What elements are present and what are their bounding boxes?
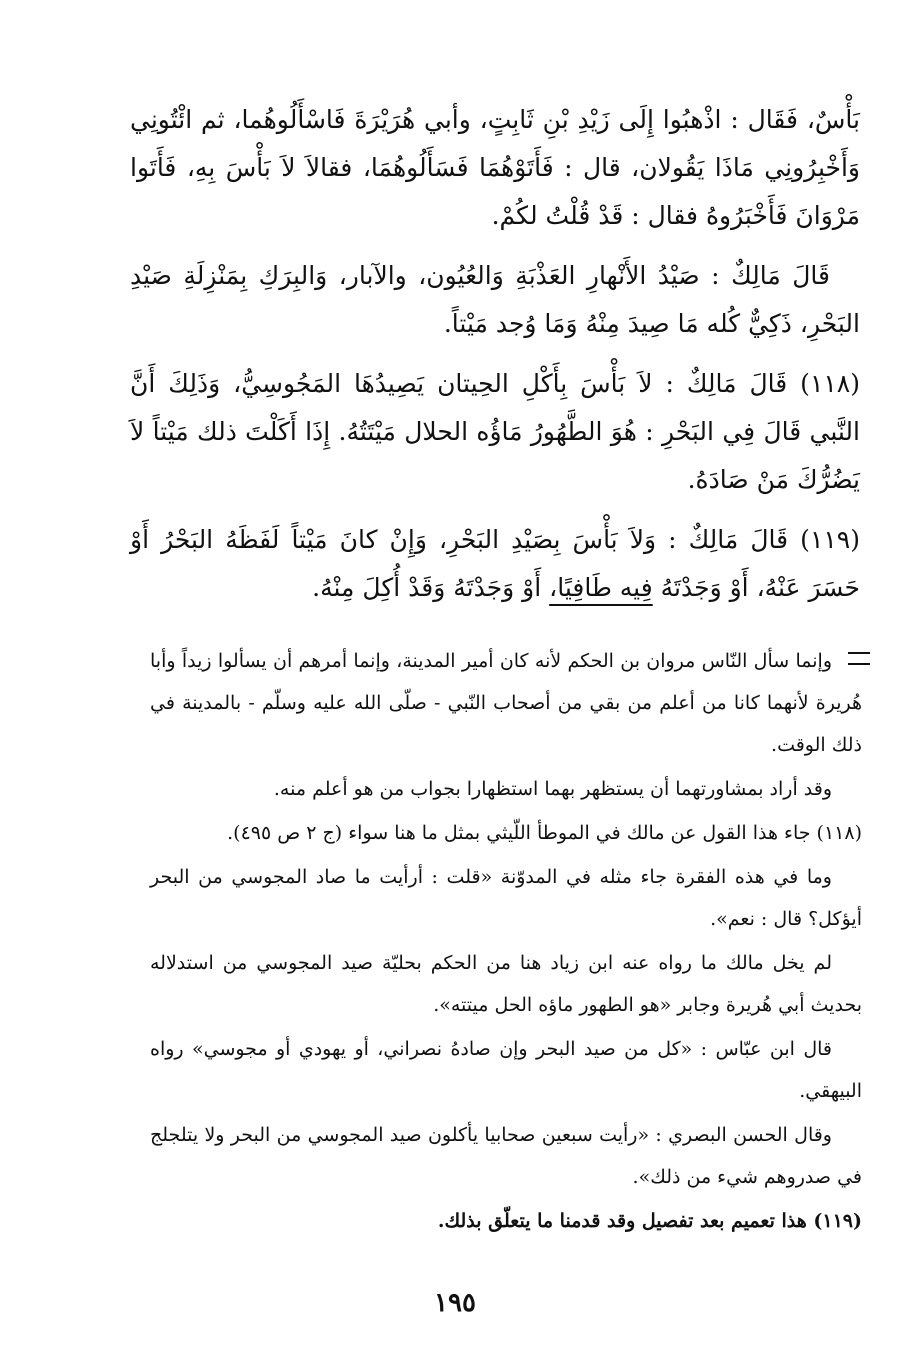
footnote-line: وقال الحسن البصري : «رأيت سبعين صحابيا يأكلون صيد المجوسي من البحر ولا يتلجلج في صدروهم شيء من ذلك». (150, 1124, 862, 1188)
footnote-line: قال ابن عبّاس : «كل من صيد البحر وإن صادهُ نصراني، أو يهودي أو مجوسي» رواه البيهقي. (150, 1038, 862, 1102)
footnotes (150, 640, 862, 1244)
footnote-118: (١١٨) جاء هذا القول عن مالك في الموطأ اللّيثي بمثل ما هنا سواء (ج ٢ ص ٤٩٥). (227, 822, 862, 844)
footnote-line: لم يخل مالك ما رواه عنه ابن زياد هنا من الحكم بحليّة صيد المجوسي من استدلاله بحديث أبي هُريرة وجابر «هو الطهور ماؤه الحل ميتته». (150, 952, 862, 1016)
para4-end: أَوْ وَجَدْتَهُ وَقَدْ أُكِلَ مِنْهُ. (312, 573, 542, 602)
footnote-line: وإنما سأل النّاس مروان بن الحكم لأنه كان أمير المدينة، وإنما أمرهم أن يسألوا زيداً وأبا هُريرة لأنهما كانا من أعلم من بقي من أصحاب النّبي - صلّى الله عليه وسلّم - بالمدينة في ذلك الوقت. (150, 650, 862, 756)
footnote-119: (١١٩) هذا تعميم بعد تفصيل وقد قدمنا ما يتعلّق بذلك. (437, 1210, 862, 1232)
main-paragraph-1: بَأْسٌ، فَقَال : اذْهبُوا إِلَى زَيْدِ بْنِ ثَابِتٍ، وأبي هُرَيْرَةَ فَاسْأَلُوهُما، ثم ائْتُونِي وَأَخْبِرُونِي مَاذَا يَقُولان، قال : فَأَتَوْهُمَا فَسَأَلُوهُمَا، فقالاَ لاَ بَأْسَ بِهِ، فَأَتَوا مَرْوَانَ فَأَخْبَرُوهُ فقال : قَدْ قُلْتُ لكُمْ. (130, 105, 860, 230)
page-number: ١٩٥ (434, 1288, 476, 1318)
para4-start: (١١٩) قَالَ مَالِكٌ : وَلاَ بَأْسَ بِصَيْدِ البَحْرِ، وَإِنْ كانَ مَيْتاً لَفَظَهُ البَحْرُ أَوْ حَسَرَ عَنْهُ، أَوْ وَجَدْتَهُ (130, 525, 860, 602)
main-paragraph-2: قَالَ مَالِكٌ : صَيْدُ الأَنْهارِ العَذْبَةِ وَالعُيُون، والآبار، وَالبِرَكِ بِمَنْزِلَةِ صَيْدِ البَحْرِ، ذَكِيٌّ كُله مَا صِيدَ مِنْهُ وَمَا وُجد مَيْتاً. (130, 261, 860, 338)
main-text (130, 96, 860, 624)
footnote-line: وقد أراد بمشاورتهما أن يستظهر بهما استظهارا بجواب من هو أعلم منه. (273, 778, 832, 800)
main-paragraph-4-section-119 (130, 516, 860, 612)
footnote-line: وما في هذه الفقرة جاء مثله في المدوّنة «قلت : أرأيت ما صاد المجوسي من البحر أيؤكل؟ قال : نعم». (150, 866, 862, 930)
para4-underlined-phrase: فِيه طَافِيًا، (549, 573, 653, 602)
main-paragraph-3-section-118: (١١٨) قَالَ مَالِكٌ : لاَ بَأْسَ بِأَكْلِ الحِيتان يَصِيدُهَا المَجُوسِيُّ، وَذَلِكَ أَنَّ النَّبي قَالَ فِي البَحْرِ : هُوَ الطَّهُورُ مَاؤُه الحلال مَيْتَتُهُ. إِذَا أَكَلْتَ ذلك مَيْتاً لاَ يَضُرُّكَ مَنْ صَادَهُ. (130, 369, 860, 494)
